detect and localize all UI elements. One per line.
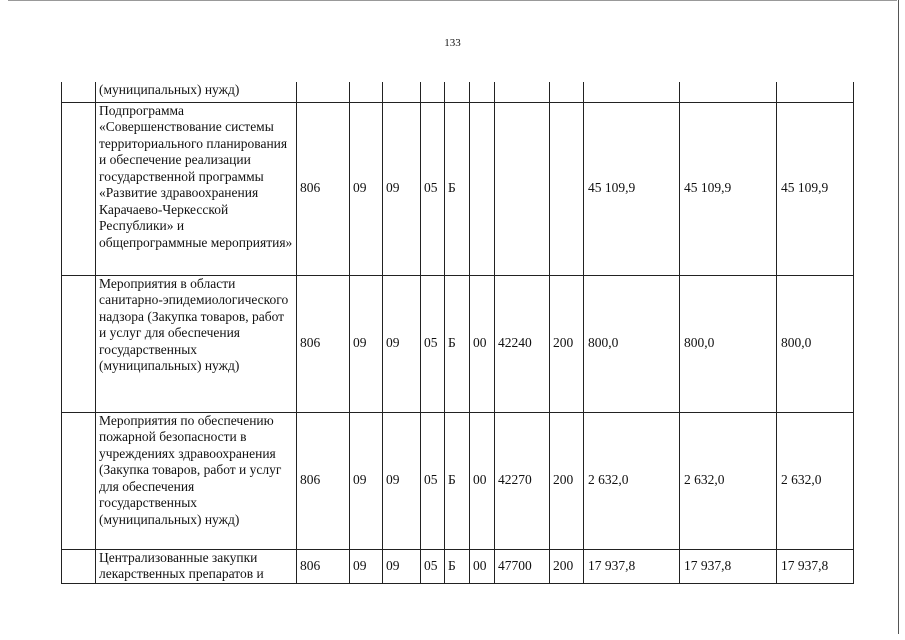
page-right-edge (898, 0, 899, 634)
cell-name: Мероприятия по обеспечению пожарной безопасности в учреждениях здравоохранения (Закупка товаров, работ и услуг для обеспечения государственных (муниципальных) нужд) (96, 412, 297, 549)
cell-grbs: 806 (297, 275, 350, 412)
cell-grbs: 806 (297, 549, 350, 583)
cell-expense-code: 42270 (495, 412, 550, 549)
cell-subprogram: Б (445, 412, 470, 549)
cell-sum-3: 45 109,9 (777, 102, 854, 275)
cell-section: 09 (350, 275, 383, 412)
cell-expense-code: 42240 (495, 275, 550, 412)
cell-expense-code: 47700 (495, 549, 550, 583)
cell-grbs: 806 (297, 102, 350, 275)
cell-program: 05 (421, 412, 445, 549)
cell-index (62, 275, 96, 412)
cell-section: 09 (350, 549, 383, 583)
cell-sum-2: 17 937,8 (680, 549, 777, 583)
cell-sum-1: 17 937,8 (584, 549, 680, 583)
cell-name: Мероприятия в области санитарно-эпидемиологического надзора (Закупка товаров, работ и услуг для обеспечения государственных (муниципальных) нужд) (96, 275, 297, 412)
cell-sum-3: 17 937,8 (777, 549, 854, 583)
cell-sum-1 (584, 82, 680, 102)
cell-section: 09 (350, 412, 383, 549)
cell-subprogram: Б (445, 549, 470, 583)
table-row (62, 549, 854, 583)
page-top-edge (8, 0, 897, 1)
cell-expense-type: 200 (550, 549, 584, 583)
cell-expense-type (550, 102, 584, 275)
cell-grbs (297, 82, 350, 102)
cell-sum-3: 800,0 (777, 275, 854, 412)
cell-name: Централизованные закупки лекарственных препаратов и (96, 549, 297, 583)
cell-subsection (383, 82, 421, 102)
cell-index (62, 82, 96, 102)
cell-index (62, 549, 96, 583)
cell-direction: 00 (470, 549, 495, 583)
cell-subsection: 09 (383, 275, 421, 412)
cell-sum-3 (777, 82, 854, 102)
cell-direction: 00 (470, 412, 495, 549)
cell-name: (муниципальных) нужд) (96, 82, 297, 102)
table-row (62, 102, 854, 275)
cell-section (350, 82, 383, 102)
cell-subsection: 09 (383, 102, 421, 275)
cell-sum-1: 800,0 (584, 275, 680, 412)
cell-sum-2: 800,0 (680, 275, 777, 412)
cell-subprogram (445, 82, 470, 102)
cell-grbs: 806 (297, 412, 350, 549)
cell-sum-1: 45 109,9 (584, 102, 680, 275)
cell-sum-2: 2 632,0 (680, 412, 777, 549)
cell-expense-type (550, 82, 584, 102)
cell-program: 05 (421, 102, 445, 275)
cell-direction (470, 102, 495, 275)
cell-sum-2 (680, 82, 777, 102)
cell-sum-2: 45 109,9 (680, 102, 777, 275)
cell-index (62, 412, 96, 549)
cell-expense-type: 200 (550, 412, 584, 549)
cell-program: 05 (421, 275, 445, 412)
cell-direction (470, 82, 495, 102)
cell-subprogram: Б (445, 275, 470, 412)
cell-name: Подпрограмма «Совершенствование системы территориального планирования и обеспечение реализации государственной программы «Развитие здравоохранения Карачаево-Черкесской Республики» и общепрограммные мероприятия» (96, 102, 297, 275)
cell-subsection: 09 (383, 412, 421, 549)
cell-program (421, 82, 445, 102)
cell-sum-1: 2 632,0 (584, 412, 680, 549)
cell-program: 05 (421, 549, 445, 583)
table-row (62, 82, 854, 102)
page-number: 133 (444, 37, 461, 49)
cell-expense-type: 200 (550, 275, 584, 412)
budget-table (61, 82, 854, 584)
table-row (62, 412, 854, 549)
cell-direction: 00 (470, 275, 495, 412)
cell-index (62, 102, 96, 275)
cell-subsection: 09 (383, 549, 421, 583)
cell-sum-3: 2 632,0 (777, 412, 854, 549)
table-row (62, 275, 854, 412)
cell-expense-code (495, 82, 550, 102)
cell-expense-code (495, 102, 550, 275)
cell-subprogram: Б (445, 102, 470, 275)
cell-section: 09 (350, 102, 383, 275)
